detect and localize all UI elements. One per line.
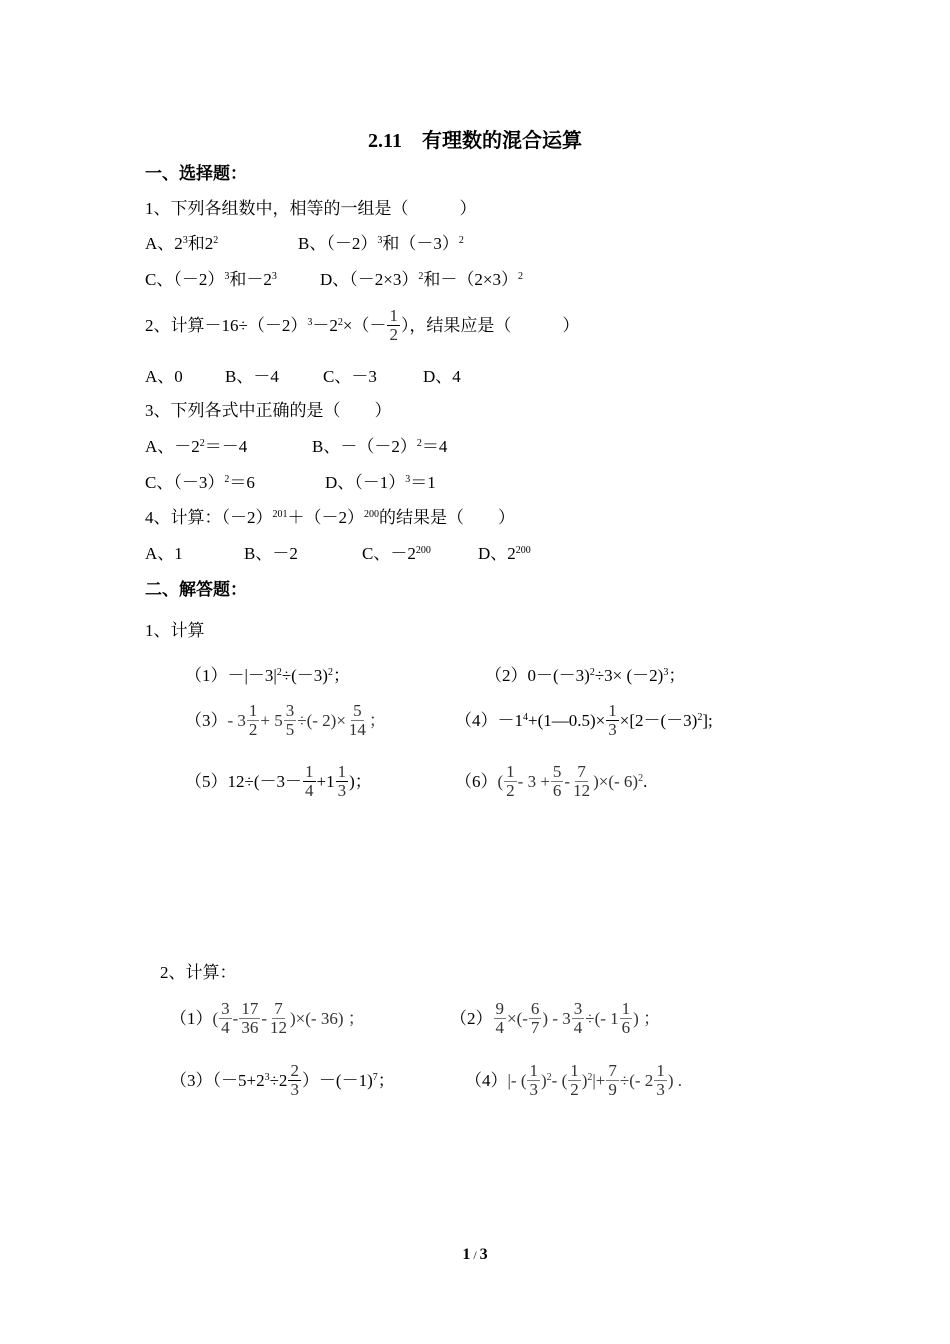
p2-item-2: （2） $\frac{9}{4}$ ×(- 6 7 ) - 3 $\frac{3}{4}$ ÷(- 1 1 6 ) ； xyxy=(450,999,661,1037)
page-title: 2.11 有理数的混合运算 xyxy=(368,130,582,152)
part-1-heading: 1、计算 xyxy=(145,621,205,640)
fraction: 1 2 xyxy=(389,306,398,344)
question-2-stem: 2、计算－16÷（－2） $^3$ －2 $^2$ ×（－ 1 2 ），结果应是（ ） xyxy=(145,306,580,344)
q4-option-b: B、－2 xyxy=(244,544,298,563)
page-number: 1 / 3 xyxy=(462,1246,488,1263)
q4-option-a: A、1 xyxy=(145,544,183,563)
q2-option-c: C、－3 xyxy=(323,367,377,386)
q1-option-c: C、$(-2)^3$和$-2^3$ xyxy=(145,270,277,289)
part-2-heading: 2、计算： xyxy=(160,963,237,982)
p1-item-6: （6） ( 1 2 - 3 + $\frac{5}{6}$ - 7 12 )×(- 6) $^2$ . xyxy=(455,762,648,800)
section-heading-answer: 二、解答题： xyxy=(145,580,247,599)
p2-item-4: （4） |- ( 1 3 ) $^2$ - ( 1 2 ) $^2$ |+ $\frac{7}{9}$ ÷(- 2 1 3 ) . xyxy=(465,1061,682,1099)
section-heading-choice: 一、选择题： xyxy=(145,164,247,183)
q3-option-b: B、$-(-2)^2=4$ xyxy=(312,437,448,456)
p1-item-5: （5）12÷(－3－ 1 4 +1 1 3 )； xyxy=(185,762,372,800)
p2-item-3: （3）（－5+2 $^3$ ÷2 2 3 ）－(－1) $^7$ ； xyxy=(170,1061,395,1099)
q4-option-d: D、$2^{200}$ xyxy=(478,544,531,563)
q1-option-b: B、$(-2)^3$和$(-3)^2$ xyxy=(298,234,464,253)
q2-option-a: A、0 xyxy=(145,367,183,386)
q4-option-c: C、$-2^{200}$ xyxy=(362,544,431,563)
q1-option-d: D、$(-2\times 3)^2$和$-(2\times 3)^2$ xyxy=(320,270,523,289)
question-4-stem: 4、计算：$(-2)^{201}+(-2)^{200}$的结果是（ ） xyxy=(145,508,515,527)
p2-item-1: （1） ( 3 4 - 17 36 - 7 12 )×(- 36) ； xyxy=(170,999,365,1037)
q3-option-d: D、$(-1)^3=1$ xyxy=(325,473,436,492)
q2-option-b: B、－4 xyxy=(225,367,279,386)
question-1-stem: 1、下列各组数中，相等的一组是（ ） xyxy=(145,199,477,218)
p1-item-2: $(2)0-(-3)^2\div 3\times (-2)^3$； xyxy=(485,666,686,685)
p1-item-4: （4）－1 $^4$ +(1—0.5)× $\frac{1}{3}$ ×[2－(－3) $^2$ ]; xyxy=(455,701,713,739)
q3-option-c: C、$(-3)^2=6$ xyxy=(145,473,255,492)
p1-item-3: （3） - 3 1 2 + 5 $\frac{3}{5}$ ÷(- 2)× $\frac{5}{14}$ ； xyxy=(185,701,386,739)
question-3-stem: 3、下列各式中正确的是（ ） xyxy=(145,401,392,420)
q2-option-d: D、4 xyxy=(423,367,461,386)
q1-option-a: A、$2^3$和$2^2$ xyxy=(145,234,219,253)
p1-item-1: $(1)-|-3|^2\div(-3)^2$； xyxy=(185,666,350,685)
q3-option-a: A、$-2^2=-4$ xyxy=(145,437,248,456)
